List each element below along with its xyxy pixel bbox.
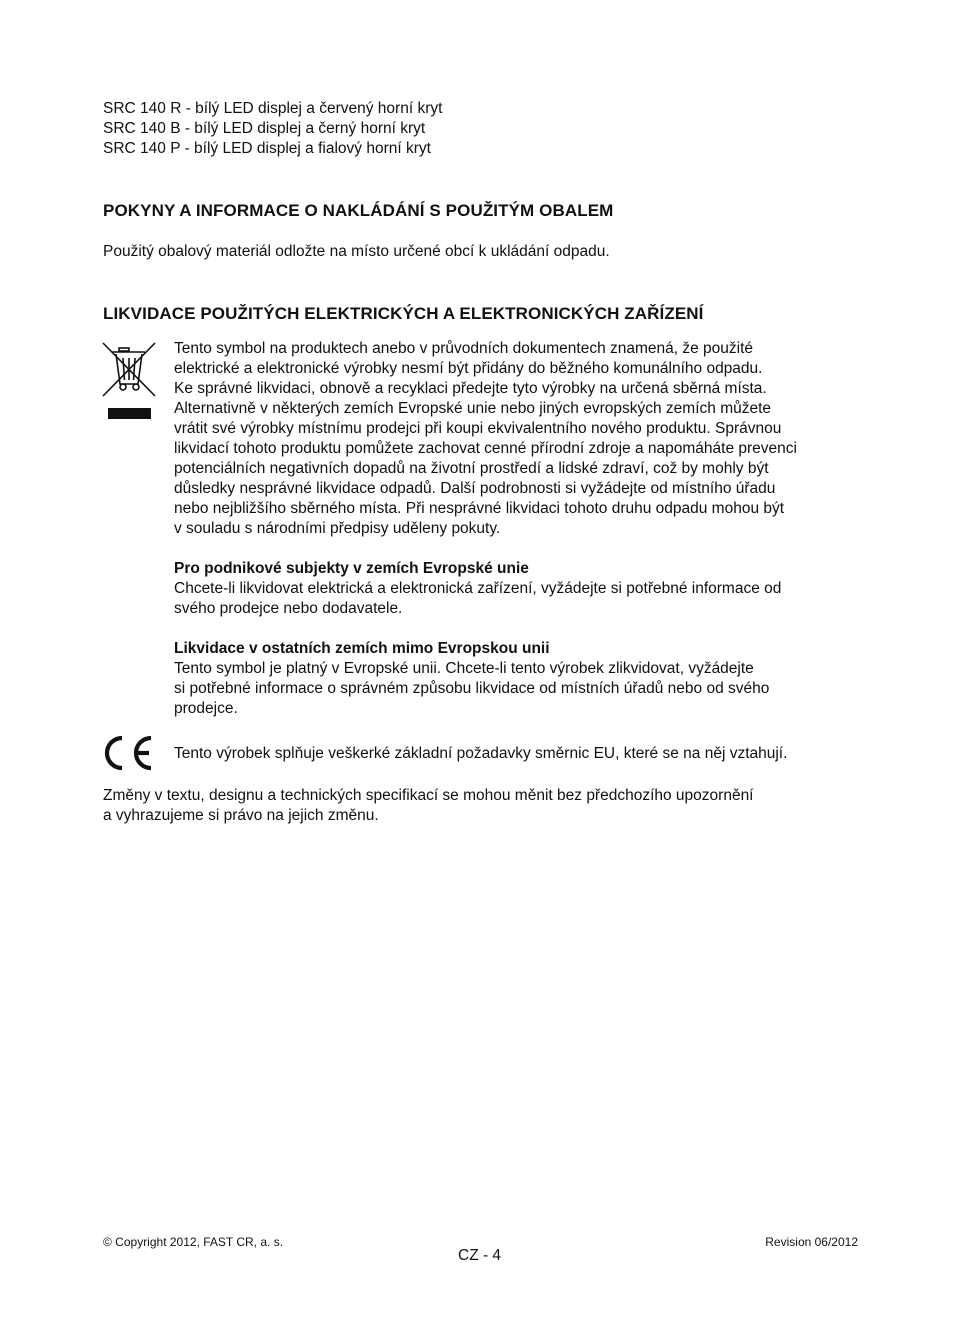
weee-crossed-bin-icon [101,340,157,424]
weee-text-line: elektrické a elektronické výrobky nesmí být přidány do běžného komunálního odpadu. [174,360,763,377]
non-eu-title: Likvidace v ostatních zemích mimo Evropskou unii [174,640,550,657]
footer-copyright: © Copyright 2012, FAST CR, a. s. [103,1235,284,1249]
ce-text: Tento výrobek splňuje veškerké základní požadavky směrnic EU, které se na něj vztahují. [174,745,788,762]
non-eu-line: prodejce. [174,700,238,717]
weee-text-line: Tento symbol na produktech anebo v průvodních dokumentech znamená, že použité [174,340,754,357]
weee-text-line: Alternativně v některých zemích Evropské unie nebo jiných evropských zemích můžete [174,400,772,417]
non-eu-line: Tento symbol je platný v Evropské unii. Chcete-li tento výrobek zlikvidovat, vyžádejte [174,660,754,677]
weee-text-line: Ke správné likvidaci, obnově a recyklaci předejte tyto výrobky na určená sběrná místa. [174,380,767,397]
weee-text-line: nebo nejbližšího sběrného místa. Při nesprávné likvidaci tohoto druhu odpadu mohou být [174,500,785,517]
notice-line: Změny v textu, designu a technických specifikací se mohou měnit bez předchozího upozornění [103,787,754,804]
non-eu-line: si potřebné informace o správném způsobu likvidace od místních úřadů nebo od svého [174,680,770,697]
variant-line: SRC 140 B - bílý LED displej a černý horní kryt [103,120,426,137]
weee-text-line: potenciálních negativních dopadů na životní prostředí a lidské zdraví, což by mohly být [174,460,769,477]
eu-business-line: Chcete-li likvidovat elektrická a elektronická zařízení, vyžádejte si potřebné informace od [174,580,782,597]
footer-revision: Revision 06/2012 [765,1235,858,1249]
variant-line: SRC 140 R - bílý LED displej a červený horní kryt [103,100,443,117]
page-number: CZ - 4 [458,1247,502,1264]
packaging-heading: POKYNY A INFORMACE O NAKLÁDÁNÍ S POUŽITÝM OBALEM [103,201,614,220]
eu-business-title: Pro podnikové subjekty v zemích Evropské unie [174,560,529,577]
ce-mark-icon [100,734,156,772]
packaging-text: Použitý obalový materiál odložte na místo určené obcí k ukládání odpadu. [103,243,610,260]
notice-line: a vyhrazujeme si právo na jejich změnu. [103,807,379,824]
weee-text-line: v souladu s národními předpisy uděleny pokuty. [174,520,501,537]
variant-line: SRC 140 P - bílý LED displej a fialový horní kryt [103,140,431,157]
weee-text-line: důsledky nesprávné likvidace odpadů. Další podrobnosti si vyžádejte od místního úřadu [174,480,776,497]
weee-heading: LIKVIDACE POUŽITÝCH ELEKTRICKÝCH A ELEKTRONICKÝCH ZAŘÍZENÍ [103,304,704,323]
weee-text-line: vrátit své výrobky místnímu prodejci při koupi ekvivalentního nového produktu. Správnou [174,420,782,437]
eu-business-line: svého prodejce nebo dodavatele. [174,600,403,617]
weee-text-line: likvidací tohoto produktu pomůžete zachovat cenné přírodní zdroje a napomáháte prevenci [174,440,797,457]
